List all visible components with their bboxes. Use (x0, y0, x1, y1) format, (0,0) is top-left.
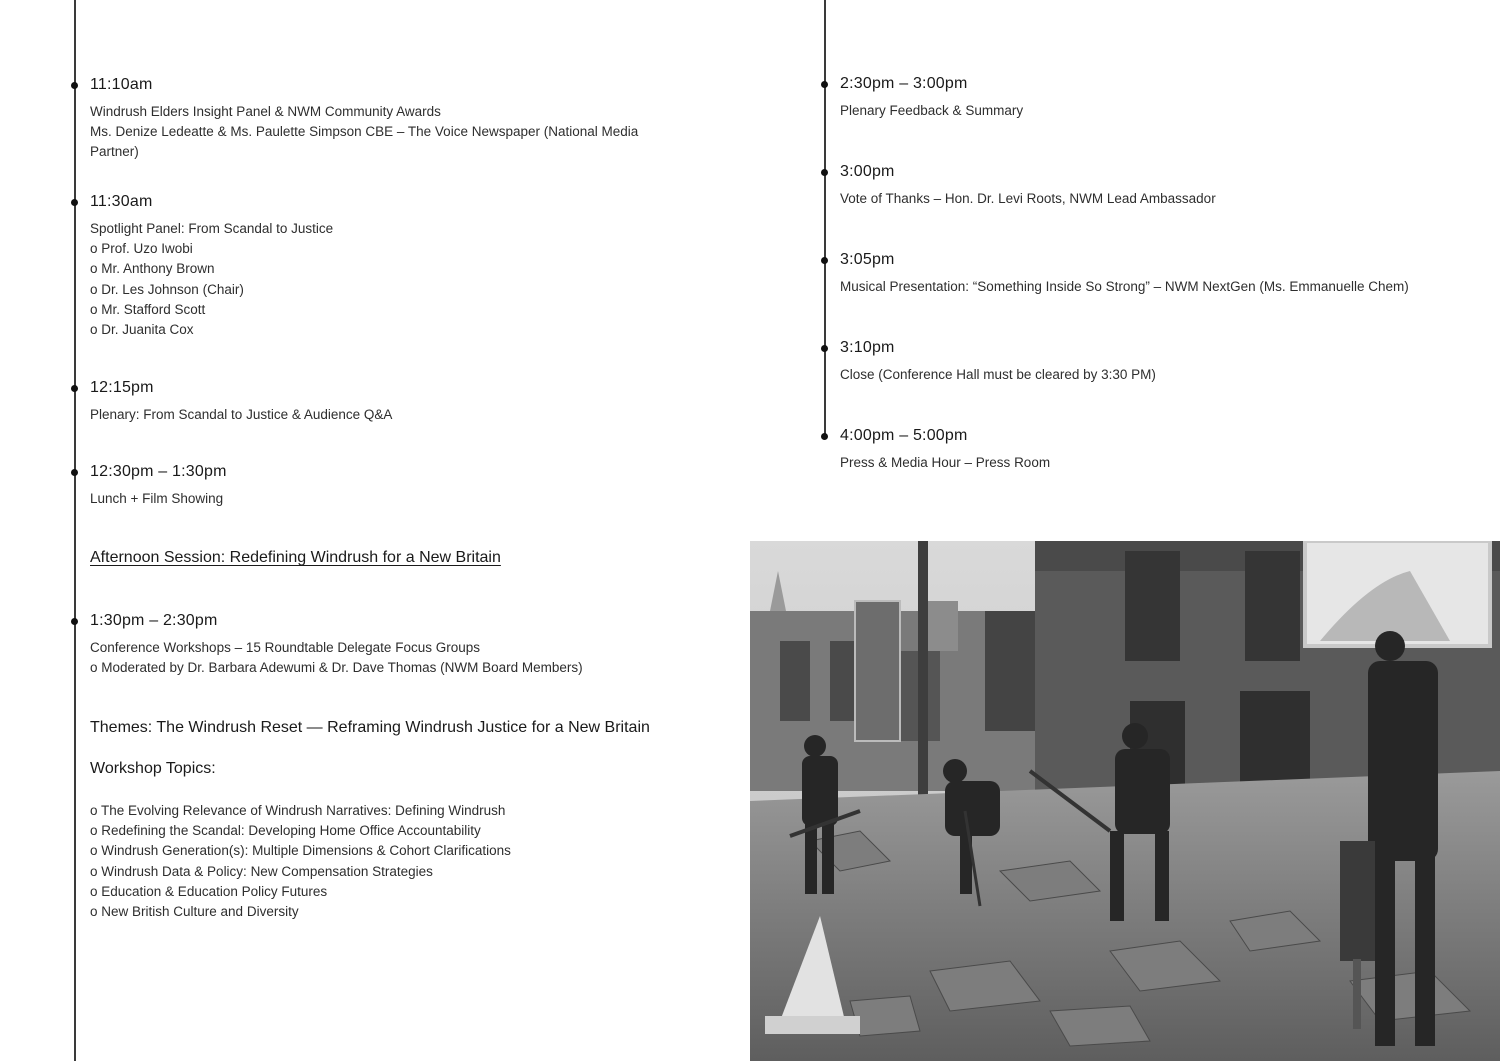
entry-line: Lunch + Film Showing (90, 491, 224, 506)
timeline-dot (71, 385, 78, 392)
archival-street-workers-photo (750, 541, 1500, 1061)
list-item: o Windrush Data & Policy: New Compensation Strategies (90, 863, 433, 879)
entry-line: Conference Workshops – 15 Roundtable Delegate Focus Groups (90, 640, 480, 655)
entry-line: Plenary: From Scandal to Justice & Audience Q&A (90, 407, 393, 422)
list-item: o New British Culture and Diversity (90, 904, 299, 920)
list-item: o Education & Education Policy Futures (90, 883, 328, 899)
entry-time: 2:30pm – 3:00pm (840, 75, 968, 92)
timeline-dot (821, 257, 828, 264)
entry-line: o Moderated by Dr. Barbara Adewumi & Dr. Dave Thomas (NWM Board Members) (90, 660, 583, 676)
right-timeline-line (824, 0, 826, 436)
afternoon-session-heading: Afternoon Session: Redefining Windrush for a New Britain (90, 549, 501, 566)
entry-time: 3:00pm (840, 163, 895, 180)
entry-time: 4:00pm – 5:00pm (840, 427, 968, 444)
entry-time: 3:10pm (840, 339, 895, 356)
entry-line: o Prof. Uzo Iwobi (90, 241, 193, 257)
entry-line: Close (Conference Hall must be cleared by 3:30 PM) (840, 367, 1156, 382)
entry-time: 12:30pm – 1:30pm (90, 463, 227, 480)
agenda-entry-1230 (90, 462, 227, 509)
entry-line: Spotlight Panel: From Scandal to Justice (90, 221, 334, 236)
entry-time: 12:15pm (90, 379, 154, 396)
agenda-entry-400 (840, 426, 1050, 473)
entry-time: 11:30am (90, 193, 153, 210)
agenda-entry-230 (840, 74, 1023, 121)
agenda-entry-1110 (90, 75, 638, 163)
entry-line: Vote of Thanks – Hon. Dr. Levi Roots, NWM Lead Ambassador (840, 191, 1216, 206)
entry-line: o Dr. Les Johnson (Chair) (90, 281, 244, 297)
entry-time: 1:30pm – 2:30pm (90, 612, 218, 629)
entry-line: Plenary Feedback & Summary (840, 103, 1024, 118)
archival-street-workers-photo-icon (750, 541, 1500, 1061)
timeline-dot (71, 199, 78, 206)
entry-line: o Dr. Juanita Cox (90, 322, 194, 338)
entry-line: Partner) (90, 144, 139, 160)
workshop-topics-list (90, 801, 511, 922)
agenda-entry-305 (840, 250, 1409, 297)
entry-line: Windrush Elders Insight Panel & NWM Community Awards (90, 104, 441, 119)
left-timeline-line (74, 0, 76, 1061)
agenda-entry-300 (840, 162, 1216, 209)
timeline-dot (821, 345, 828, 352)
workshop-topics-title: Workshop Topics: (90, 760, 216, 777)
entry-line: o Mr. Stafford Scott (90, 301, 206, 317)
timeline-dot (821, 169, 828, 176)
timeline-dot (71, 618, 78, 625)
entry-line: Musical Presentation: “Something Inside So Strong” – NWM NextGen (Ms. Emmanuelle Chem) (840, 279, 1409, 294)
entry-line: o Mr. Anthony Brown (90, 261, 215, 277)
entry-time: 11:10am (90, 76, 153, 93)
entry-line: Ms. Denize Ledeatte & Ms. Paulette Simpson CBE – The Voice Newspaper (National Media (90, 124, 639, 140)
themes-heading: Themes: The Windrush Reset — Reframing Windrush Justice for a New Britain (90, 719, 650, 736)
list-item: o The Evolving Relevance of Windrush Narratives: Defining Windrush (90, 803, 506, 818)
timeline-dot (71, 469, 78, 476)
agenda-entry-310 (840, 338, 1156, 385)
timeline-dot (821, 81, 828, 88)
list-item: o Redefining the Scandal: Developing Home Office Accountability (90, 823, 481, 839)
timeline-dot (71, 82, 78, 89)
agenda-entry-1215 (90, 378, 392, 425)
entry-line: Press & Media Hour – Press Room (840, 455, 1051, 470)
agenda-entry-1130 (90, 192, 333, 340)
entry-time: 3:05pm (840, 251, 895, 268)
agenda-entry-130 (90, 611, 583, 678)
timeline-dot (821, 433, 828, 440)
list-item: o Windrush Generation(s): Multiple Dimensions & Cohort Clarifications (90, 843, 511, 859)
